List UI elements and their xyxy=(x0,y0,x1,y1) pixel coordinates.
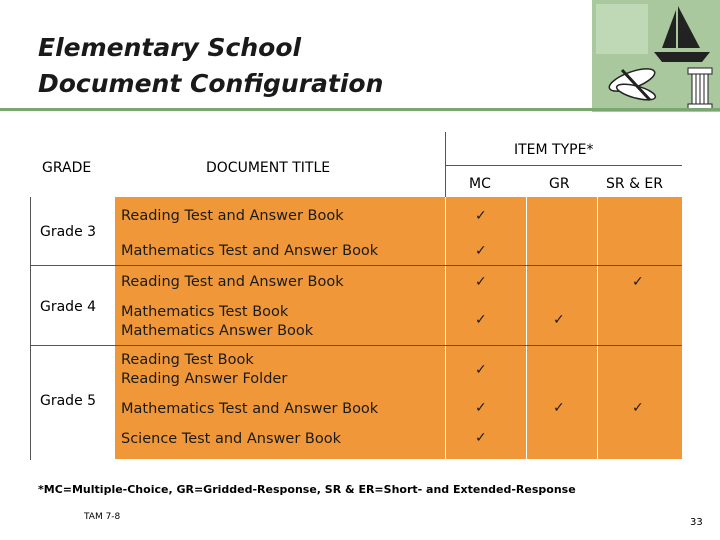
check-icon: ✓ xyxy=(475,208,487,224)
grade-3-divider xyxy=(30,265,682,266)
document-title-cell: Mathematics Test Book Mathematics Answer Book xyxy=(121,304,314,339)
title-divider xyxy=(0,108,720,111)
footnote: *MC=Multiple-Choice, GR=Gridded-Response, SR & ER=Short- and Extended-Response xyxy=(38,483,576,496)
header-grade: GRADE xyxy=(42,160,92,176)
grade-4-divider xyxy=(30,345,682,346)
check-icon: ✓ xyxy=(475,430,487,446)
document-title-cell: Science Test and Answer Book xyxy=(121,431,341,447)
tam-reference: TAM 7-8 xyxy=(84,512,121,522)
insect-icon xyxy=(607,64,658,103)
grade-left-border xyxy=(30,197,31,460)
check-icon: ✓ xyxy=(475,362,487,378)
item-type-underline xyxy=(445,165,682,166)
header-gr: GR xyxy=(549,176,570,192)
grade-label: Grade 4 xyxy=(40,299,97,315)
check-icon: ✓ xyxy=(475,274,487,290)
column-icon xyxy=(688,68,712,109)
header-divider xyxy=(445,132,446,197)
check-icon: ✓ xyxy=(553,400,565,416)
sr-er-column xyxy=(598,197,682,459)
grade-label: Grade 3 xyxy=(40,224,97,240)
header-sr-er: SR & ER xyxy=(606,176,664,192)
check-icon: ✓ xyxy=(475,243,487,259)
check-icon: ✓ xyxy=(475,312,487,328)
check-icon: ✓ xyxy=(475,400,487,416)
header-item-type: ITEM TYPE* xyxy=(514,142,594,158)
check-icon: ✓ xyxy=(632,400,644,416)
document-title-cell: Reading Test Book Reading Answer Folder xyxy=(121,352,288,387)
mc-column xyxy=(446,197,526,459)
grade-label: Grade 5 xyxy=(40,393,97,409)
document-title-cell: Reading Test and Answer Book xyxy=(121,208,344,224)
title-line-2: Document Configuration xyxy=(38,69,384,98)
gr-column xyxy=(527,197,597,459)
header-mc: MC xyxy=(469,176,491,192)
check-icon: ✓ xyxy=(553,312,565,328)
document-title-cell: Reading Test and Answer Book xyxy=(121,274,344,290)
check-icon: ✓ xyxy=(632,274,644,290)
page-number: 33 xyxy=(690,517,703,528)
document-title-cell: Mathematics Test and Answer Book xyxy=(121,243,379,259)
document-title-cell: Mathematics Test and Answer Book xyxy=(121,401,379,417)
page-title xyxy=(38,30,383,102)
header-document-title: DOCUMENT TITLE xyxy=(206,160,331,176)
decorative-image-panel xyxy=(592,0,720,112)
sailboat-icon xyxy=(654,6,710,62)
title-line-1: Elementary School xyxy=(38,33,302,62)
